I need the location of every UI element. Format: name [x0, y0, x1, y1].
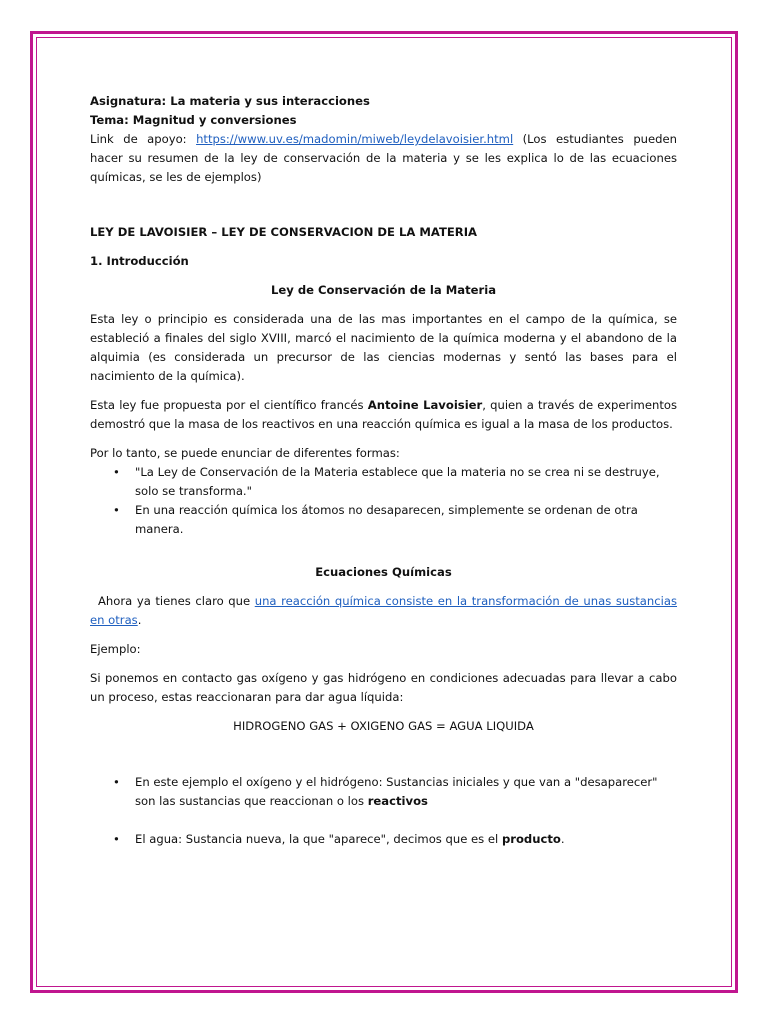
list-item-text: En una reacción química los átomos no desaparecen, simplemente se ordenan de otra manera. [135, 503, 638, 536]
topic-line: Tema: Magnitud y conversiones [90, 113, 297, 127]
intro-heading: 1. Introducción [90, 254, 189, 268]
list-item [90, 463, 677, 501]
paragraph-forms: Por lo tanto, se puede enunciar de diferentes formas: [90, 446, 400, 460]
subject-line: Asignatura: La materia y sus interacciones [90, 94, 370, 108]
paragraph-reaction-after: . [137, 613, 142, 627]
list-item-text: El agua: Sustancia nueva, la que "aparece", decimos que es el [135, 832, 502, 846]
bullet-icon: • [113, 775, 120, 789]
list-item-text: "La Ley de Conservación de la Materia establece que la materia no se crea ni se destruye, solo se transforma." [135, 465, 660, 498]
reaction-parts-list [90, 773, 677, 849]
section-title: LEY DE LAVOISIER – LEY DE CONSERVACION DE LA MATERIA [90, 225, 477, 239]
list-item [90, 501, 677, 539]
chemical-equation: HIDROGENO GAS + OXIGENO GAS = AGUA LIQUIDA [233, 719, 534, 733]
list-item [90, 773, 677, 811]
example-label: Ejemplo: [90, 642, 141, 656]
list-item [90, 830, 677, 849]
list-item-line1: En este ejemplo el oxígeno y el hidrógeno: Sustancias iniciales y que van a "desaparecer" [135, 775, 658, 789]
bullet-icon: • [113, 503, 120, 517]
bullet-icon: • [113, 832, 120, 846]
paragraph-history: Esta ley o principio es considerada una de las mas importantes en el campo de la química, se estableció a finales del siglo XVIII, marcó el nacimiento de la química moderna y el abandono de la alquimia (es considerada un precursor de las ciencias modernas y sentó las bases para el nacimiento de la química). [90, 312, 677, 383]
paragraph-reaction-before: Ahora ya tienes claro que [98, 594, 255, 608]
paragraph-reaction [90, 592, 677, 630]
law-statements-list [90, 463, 677, 539]
paragraph-lavoisier [90, 396, 677, 434]
reaction-link[interactable]: una reacción química consiste en la transformación de unas sustancias en otras [90, 594, 678, 627]
list-item-line2: son las sustancias que reaccionan o los [135, 794, 368, 808]
product-term: producto [501, 832, 561, 846]
reactants-term: reactivos [367, 794, 428, 808]
support-prefix: Link de apoyo: [90, 132, 197, 146]
bullet-icon: • [113, 465, 120, 479]
paragraph-lavoisier-after: , quien a través de experimentos demostró que la masa de los reactivos en una reacción química es igual a la masa de los productos. [90, 398, 677, 431]
support-suffix: (Los estudiantes pueden hacer su resumen de la ley de conservación de la materia y se les explica lo de las ecuaciones químicas, se les de ejemplos) [90, 132, 677, 184]
support-paragraph [90, 130, 677, 187]
document-body [90, 92, 677, 849]
law-heading: Ley de Conservación de la Materia [270, 283, 497, 297]
paragraph-lavoisier-before: Esta ley fue propuesta por el científico francés [90, 398, 368, 412]
paragraph-example: Si ponemos en contacto gas oxígeno y gas hidrógeno en condiciones adecuadas para llevar a cabo un proceso, estas reaccionaran para dar agua líquida: [90, 671, 677, 704]
scientist-name: Antoine Lavoisier [367, 398, 483, 412]
support-link[interactable]: https://www.uv.es/madomin/miweb/leydelavoisier.html [196, 132, 514, 146]
list-item-end: . [560, 832, 565, 846]
equations-heading: Ecuaciones Químicas [315, 565, 452, 579]
